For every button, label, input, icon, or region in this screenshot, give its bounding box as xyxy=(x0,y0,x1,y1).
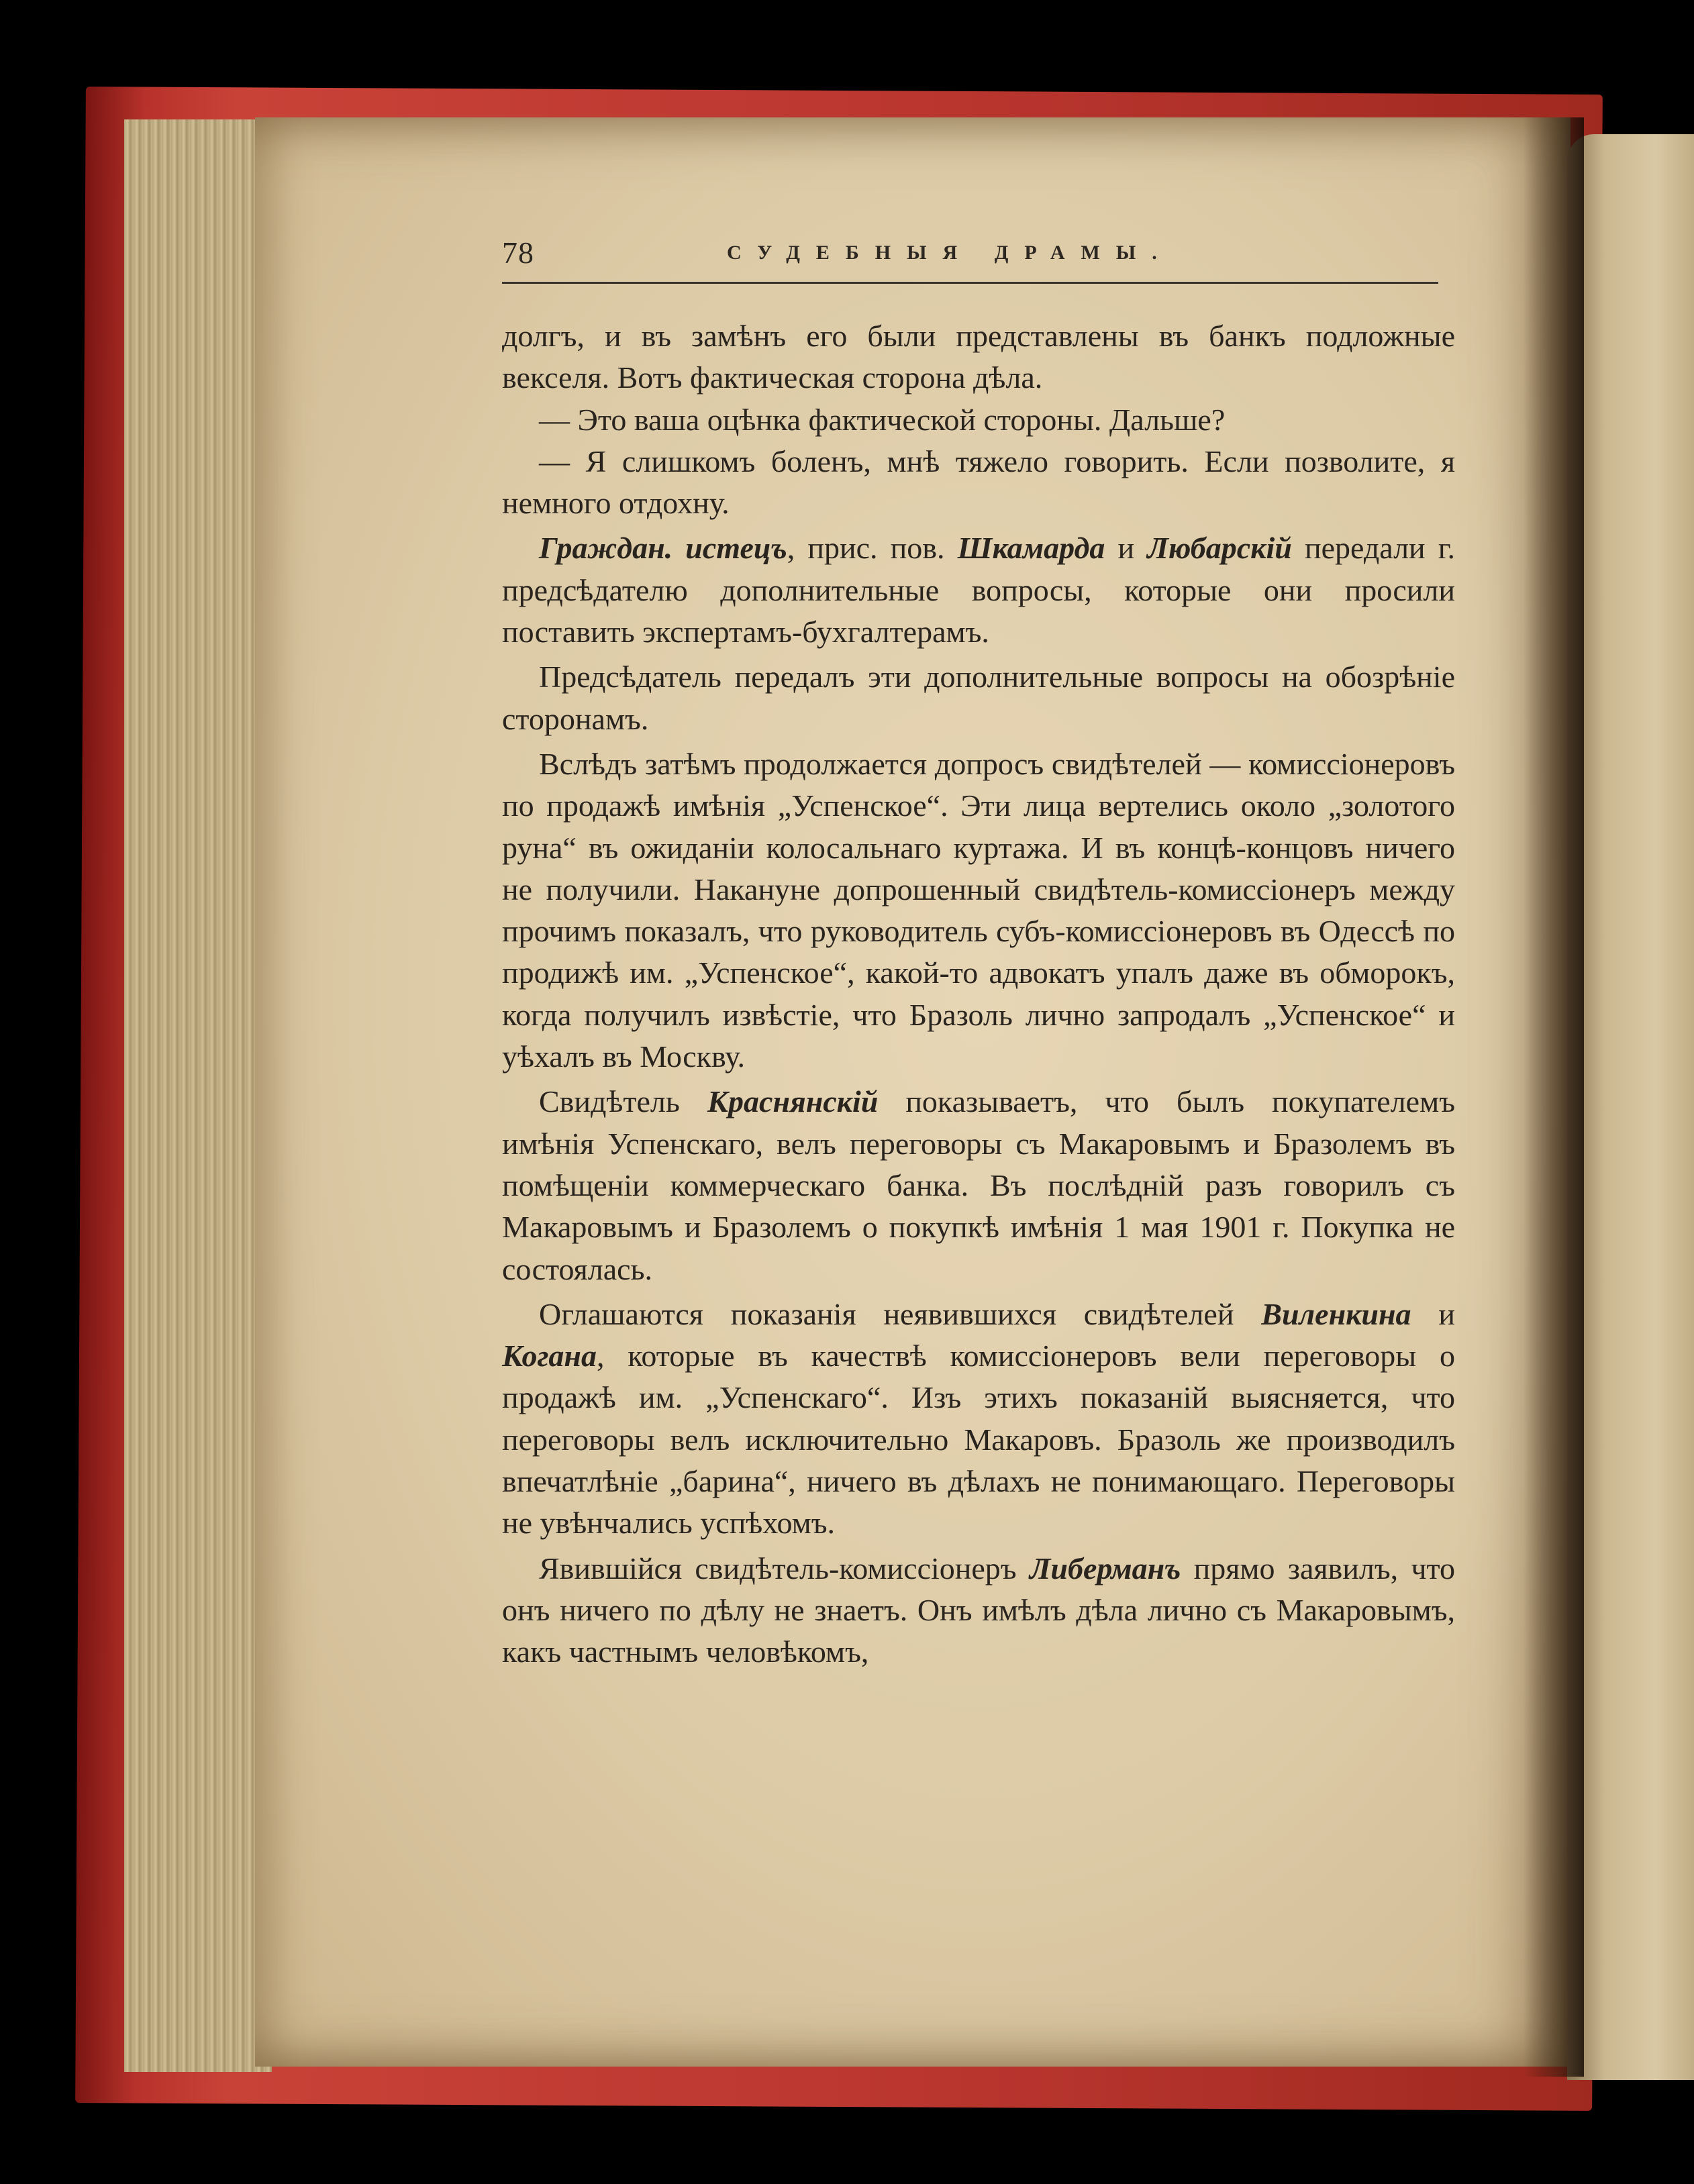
text-run: Явившійся свидѣтель-комиссіонеръ xyxy=(539,1551,1030,1585)
paragraph xyxy=(502,1081,1455,1290)
text-run: Предсѣдатель передалъ эти дополнительные вопросы на обозрѣніе сторонамъ. xyxy=(502,660,1455,736)
text-run: Оглашаются показанія неявившихся свидѣтелей xyxy=(539,1296,1262,1331)
name-emphasis: Граждан. истецъ xyxy=(539,531,787,566)
page-stack-edge xyxy=(124,119,272,2072)
paragraph xyxy=(502,656,1455,740)
name-emphasis: Когана xyxy=(502,1339,597,1373)
text-run: передали г. предсѣдателю дополнительные вопросы, которые они просили поставить экспертамъ-бухгалтерамъ. xyxy=(502,531,1455,649)
header-rule xyxy=(502,282,1438,284)
text-run: долгъ, и въ замѣнъ его были представлены въ банкъ подложные векселя. Вотъ фактическая сторона дѣла. xyxy=(502,319,1455,395)
running-title: СУДЕБНЫЯ ДРАМЫ. xyxy=(727,242,1173,264)
text-run: и xyxy=(1105,531,1148,566)
text-run: показываетъ, что былъ покупателемъ имѣнія Успенскаго, велъ переговоры съ Макаровымъ и Бразолемъ въ помѣщеніи коммерческаго банка. Въ послѣдній разъ говорилъ съ Макаровымъ и Бразолемъ о покупкѣ имѣнія 1 мая 1901 г. Покупка не состоялась. xyxy=(502,1084,1455,1286)
paragraph xyxy=(502,743,1455,1078)
paragraph xyxy=(502,1294,1455,1545)
paragraph xyxy=(502,527,1455,653)
text-run: — Это ваша оцѣнка фактической стороны. Дальше? xyxy=(539,402,1226,437)
text-run: — Я слишкомъ боленъ, мнѣ тяжело говорить. Если позволите, я немного отдохну. xyxy=(502,444,1455,521)
paragraph xyxy=(502,315,1455,399)
text-run: , прис. пов. xyxy=(787,531,958,566)
text-run: Вслѣдъ затѣмъ продолжается допросъ свидѣтелей — комиссіонеровъ по продажѣ имѣнія „Успенское“. Эти лица вертелись около „золотого руна“ въ ожиданіи колосальнаго куртажа. И въ концѣ-концовъ ничего не получили. Накануне допрошенный свидѣтель-комиссіонеръ между прочимъ показалъ, что руководитель субъ-комиссіонеровъ въ Одессѣ по продижѣ им. „Успенское“, какой-то адвокатъ упалъ даже въ обморокъ, когда получилъ извѣстіе, что Бразоль лично запродалъ „Успенское“ и уѣхалъ въ Москву. xyxy=(502,746,1455,1074)
name-emphasis: Любарскій xyxy=(1147,531,1292,566)
name-emphasis: Виленкина xyxy=(1261,1296,1411,1331)
text-run: и xyxy=(1411,1296,1455,1331)
name-emphasis: Шкамарда xyxy=(957,531,1105,566)
page-body-text xyxy=(502,315,1455,1673)
page-number: 78 xyxy=(502,236,534,270)
text-run: , которые въ качествѣ комиссіонеровъ вели переговоры о продажѣ им. „Успенскаго“. Изъ этихъ показаній выясняется, что переговоры велъ исключительно Макаровъ. Бразоль же производилъ впечатлѣніе „барина“, ничего въ дѣлахъ не понимающаго. Переговоры не увѣнчались успѣхомъ. xyxy=(502,1339,1455,1541)
name-emphasis: Краснянскій xyxy=(707,1084,879,1119)
name-emphasis: Либерманъ xyxy=(1029,1551,1181,1585)
paragraph xyxy=(502,441,1455,525)
page-header xyxy=(502,235,1438,289)
text-run: прямо заявилъ, что онъ ничего по дѣлу не знаетъ. Онъ имѣлъ дѣла лично съ Макаровымъ, какъ частнымъ человѣкомъ, xyxy=(502,1551,1455,1669)
text-run: Свидѣтель xyxy=(539,1084,707,1119)
page-gutter-shadow xyxy=(1524,117,1584,2077)
paragraph xyxy=(502,1548,1455,1673)
paragraph xyxy=(502,399,1455,441)
facing-page xyxy=(1567,134,1694,2080)
